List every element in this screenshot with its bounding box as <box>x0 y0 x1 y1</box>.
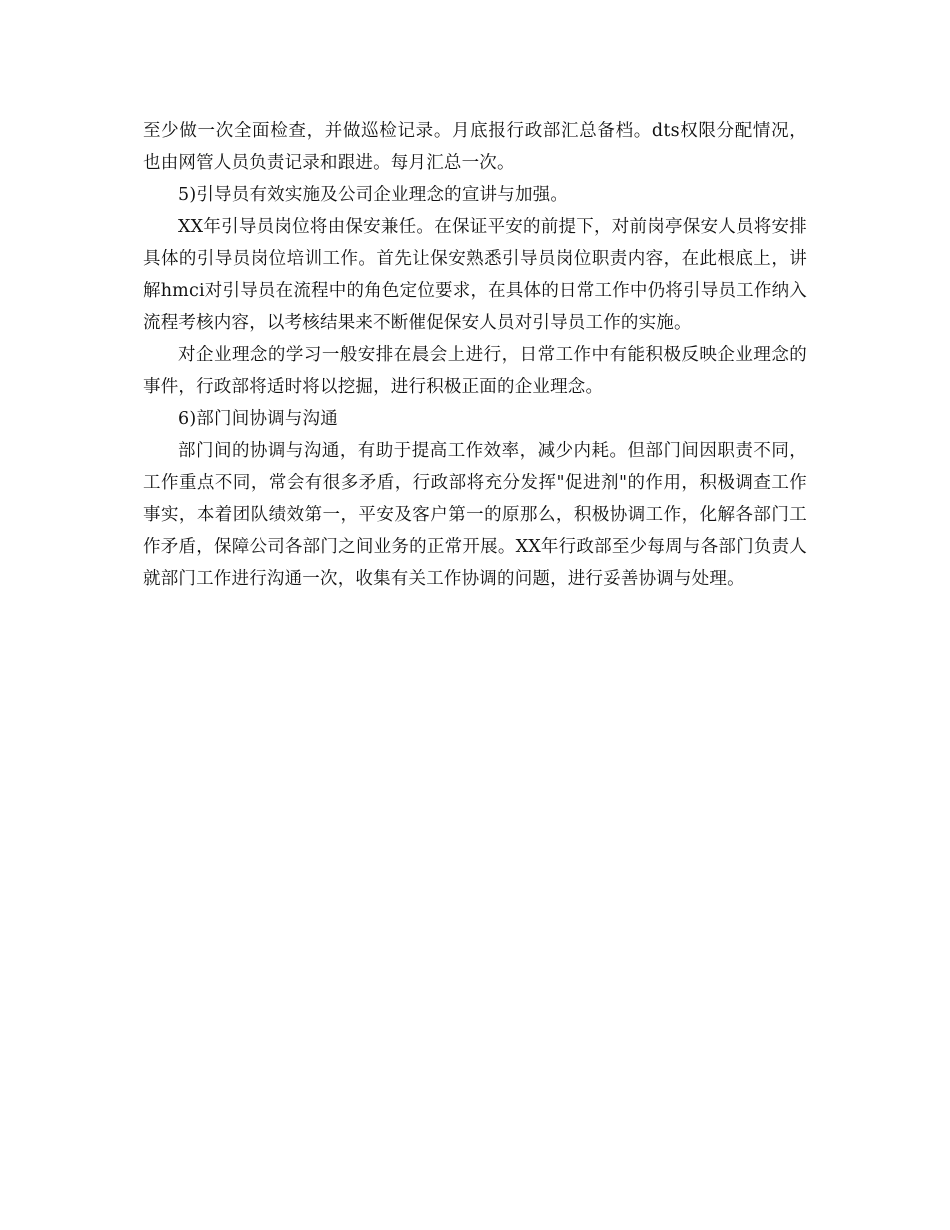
paragraph-inspection-continued: 至少做一次全面检查，并做巡检记录。月底报行政部汇总备档。dts权限分配情况，也由网管人员负责记录和跟进。每月汇总一次。 <box>143 121 807 173</box>
paragraph-department-coordination: 部门间的协调与沟通，有助于提高工作效率，减少内耗。但部门间因职责不同，工作重点不同，常会有很多矛盾，行政部将充分发挥"促进剂"的作用，积极调查工作事实，本着团队绩效第一，平安及客户第一的原那么，积极协调工作，化解各部门工作矛盾，保障公司各部门之间业务的正常开展。XX年行政部至少每周与各部门负责人就部门工作进行沟通一次，收集有关工作协调的问题，进行妥善协调与处理。 <box>143 441 807 589</box>
section-heading-guide-implementation: 5)引导员有效实施及公司企业理念的宣讲与加强。 <box>178 185 569 205</box>
paragraph-guide-training: XX年引导员岗位将由保安兼任。在保证平安的前提下，对前岗亭保安人员将安排具体的引导员岗位培训工作。首先让保安熟悉引导员岗位职责内容，在此根底上，讲解hmci对引导员在流程中的角色定位要求，在具体的日常工作中仍将引导员工作纳入流程考核内容，以考核结果来不断催促保安人员对引导员工作的实施。 <box>143 217 807 333</box>
paragraph-corporate-philosophy: 对企业理念的学习一般安排在晨会上进行，日常工作中有能积极反映企业理念的事件，行政部将适时将以挖掘，进行积极正面的企业理念。 <box>143 345 807 397</box>
section-heading-department-coordination: 6)部门间协调与沟通 <box>178 409 338 429</box>
document-body <box>143 115 807 595</box>
